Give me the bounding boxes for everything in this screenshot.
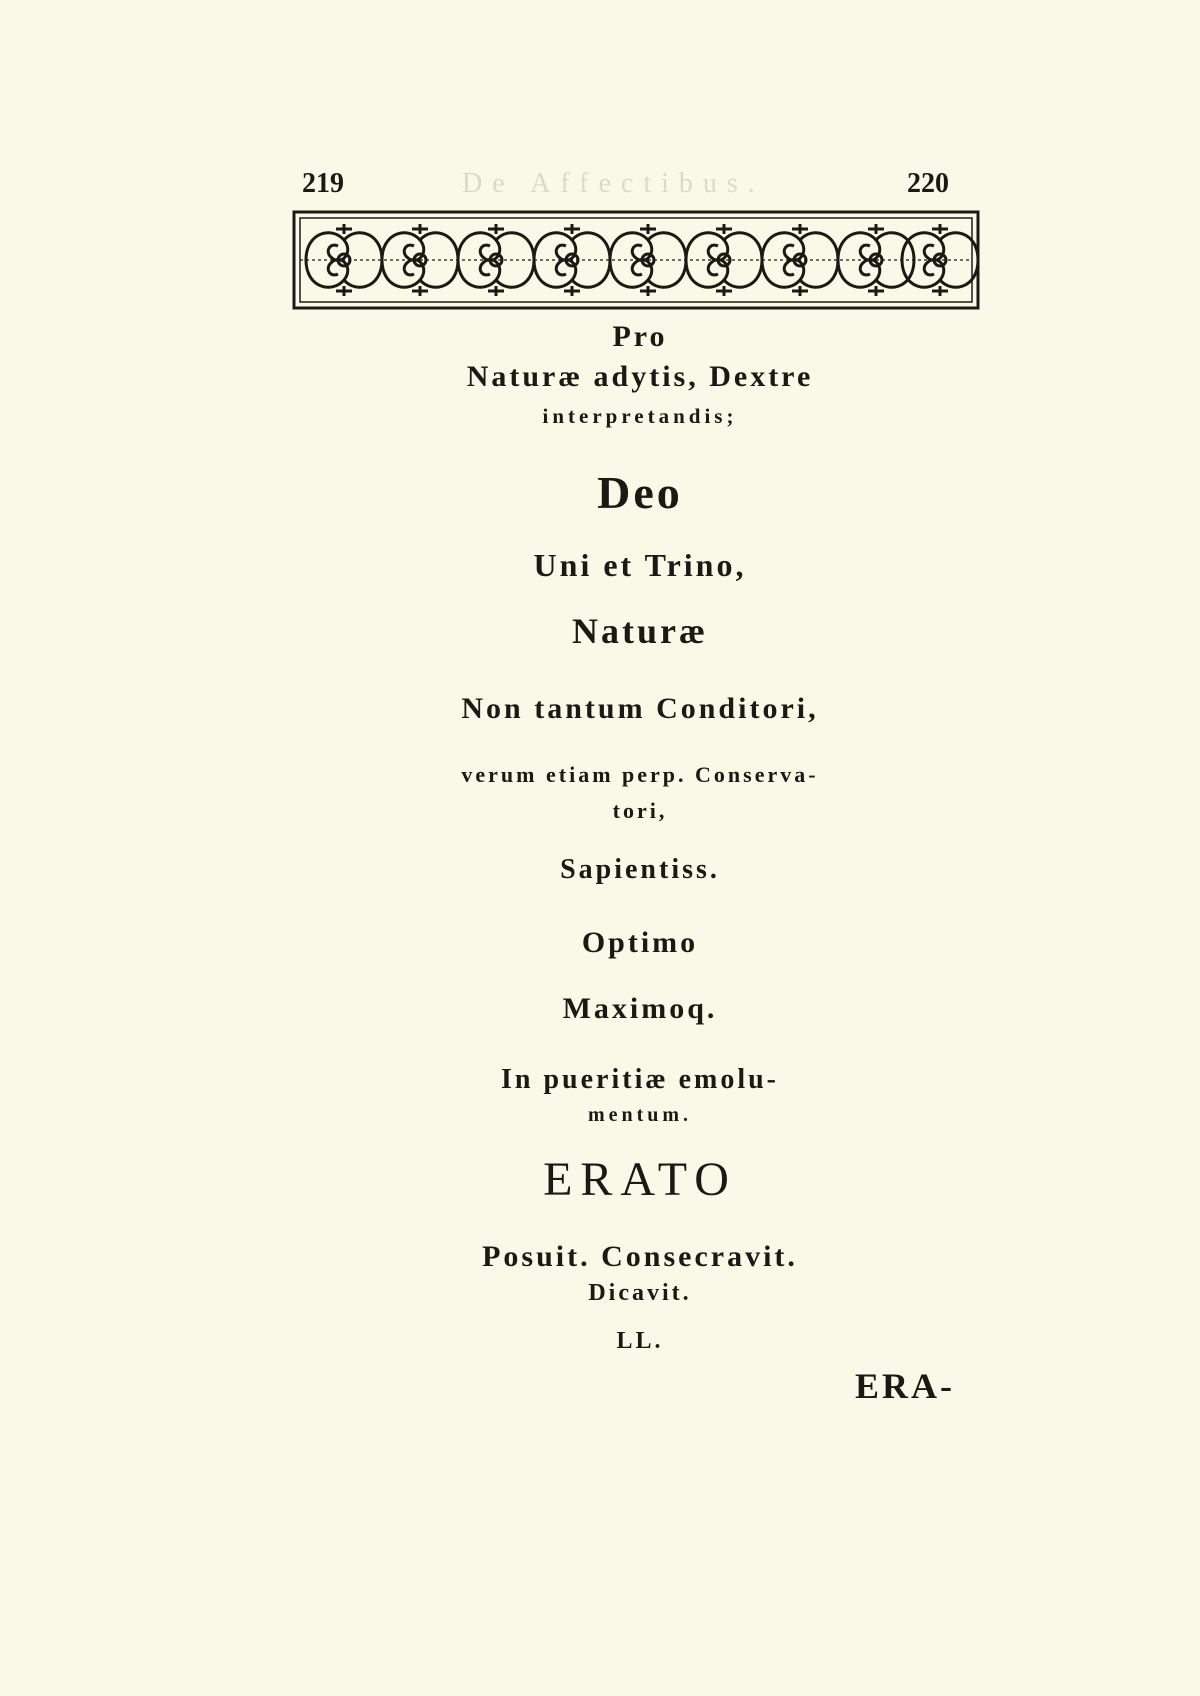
dedication-line-interpretandis: interpretandis; <box>542 404 738 428</box>
folio-right: 220 <box>907 168 949 199</box>
folio-left: 219 <box>302 168 344 199</box>
dedication-line-optimo: Optimo <box>581 926 699 959</box>
dedication-line-erato: ERATO <box>543 1153 737 1206</box>
dedication-line-ll: LL. <box>616 1328 664 1354</box>
dedication-line-uni-et-trino: Uni et Trino, <box>533 547 747 583</box>
dedication-line-maximoq: Maximoq. <box>562 992 718 1025</box>
dedication-line-in-pueritiae: In pueritiæ emolu- <box>501 1064 779 1095</box>
dedication-line-verum-etiam: verum etiam perp. Conserva- <box>461 762 819 787</box>
dedication-line-tori: tori, <box>612 798 668 823</box>
dedication-line-sapientiss: Sapientiss. <box>560 854 720 885</box>
catchword: ERA- <box>855 1366 955 1406</box>
dedication-line-non-tantum: Non tantum Conditori, <box>461 692 819 725</box>
dedication-line-posuit: Posuit. Consecravit. <box>482 1240 798 1273</box>
dedication-line-naturae: Naturæ <box>572 611 708 651</box>
dedication-line-naturae-adytis: Naturæ adytis, Dextre <box>466 360 814 393</box>
dedication-line-deo: Deo <box>597 467 683 518</box>
dedication-line-mentum: mentum. <box>587 1104 693 1126</box>
running-head-show-through: De Affectibus. <box>462 168 765 199</box>
dedication-line-dicavit: Dicavit. <box>588 1280 692 1306</box>
dedication-line-pro: Pro <box>612 320 668 353</box>
ornamental-headpiece <box>292 210 980 310</box>
